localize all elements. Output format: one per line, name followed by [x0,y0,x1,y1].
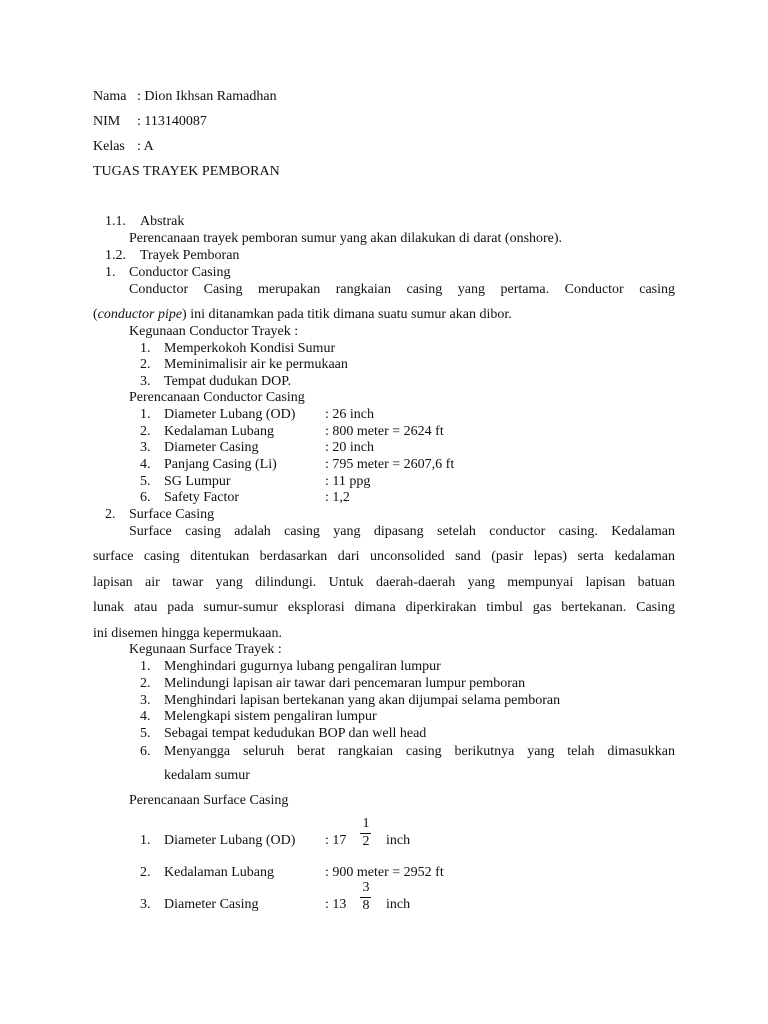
list-number: 1. [140,659,151,674]
surface-paragraph-line: Surface casing adalah casing yang dipasang setelah conductor casing. Kedalaman [129,524,675,539]
list-item: Memperkokoh Kondisi Sumur [164,341,336,356]
nim-value: : 113140087 [137,114,207,129]
nim-label: NIM [93,114,121,129]
surface-title: Surface Casing [129,507,215,522]
list-number: 5. [140,726,151,741]
abstrak-text: Perencanaan trayek pemboran sumur yang akan dilakukan di darat (onshore). [129,231,563,246]
kegunaan-surface-title: Kegunaan Surface Trayek : [129,642,282,657]
spec-value: : 17 [325,833,347,848]
nama-value: : Dion Ikhsan Ramadhan [137,89,277,104]
section-1-1-title: Abstrak [140,214,185,229]
list-item: Sebagai tempat kedudukan BOP dan well head [164,726,427,741]
list-number: 3. [140,897,151,912]
list-item: Melindungi lapisan air tawar dari pencemaran lumpur pemboran [164,676,526,691]
conductor-paragraph-line2: (conductor pipe) ini ditanamkan pada titik dimana suatu sumur akan dibor. [93,307,512,322]
list-number: 3. [140,693,151,708]
spec-value: : 26 inch [325,407,374,422]
perencanaan-conductor-title: Perencanaan Conductor Casing [129,390,305,405]
list-number: 6. [140,744,151,759]
list-number: 1. [140,407,151,422]
list-item: Menghindari gugurnya lubang pengaliran lumpur [164,659,441,674]
list-number: 2. [140,676,151,691]
spec-value: : 1,2 [325,490,350,505]
list-item: Melengkapi sistem pengaliran lumpur [164,709,377,724]
spec-value: : 800 meter = 2624 ft [325,424,444,439]
list-number: 3. [140,440,151,455]
kegunaan-conductor-title: Kegunaan Conductor Trayek : [129,324,299,339]
surface-paragraph-line: ini disemen hingga kepermukaan. [93,626,282,641]
list-number: 4. [140,709,151,724]
kelas-value: : A [137,139,154,154]
spec-unit: inch [386,897,411,912]
kelas-label: Kelas [93,139,125,154]
spec-label: Kedalaman Lubang [164,865,275,880]
list-number: 2. [140,357,151,372]
fraction-numerator: 1 [362,816,370,831]
conductor-number: 1. [105,265,116,280]
spec-label: Diameter Casing [164,897,259,912]
list-number: 1. [140,341,151,356]
spec-unit: inch [386,833,411,848]
spec-value: : 13 [325,897,347,912]
surface-paragraph-line: surface casing ditentukan berdasarkan dari unconsolided sand (pasir lepas) serta kedalaman [93,549,675,564]
fraction-denominator: 8 [362,898,370,913]
conductor-paragraph-line1: Conductor Casing merupakan rangkaian casing yang pertama. Conductor casing [129,282,675,297]
conductor-title: Conductor Casing [129,265,231,280]
document-title: TUGAS TRAYEK PEMBORAN [93,164,280,179]
spec-label: Panjang Casing (Li) [164,457,277,472]
list-number: 3. [140,374,151,389]
list-item: Menghindari lapisan bertekanan yang akan dijumpai selama pemboran [164,693,561,708]
surface-paragraph-line: lunak atau pada sumur-sumur eksplorasi dimana diperkirakan timbul gas bertekanan. Casing [93,600,675,615]
surface-number: 2. [105,507,116,522]
spec-value: : 795 meter = 2607,6 ft [325,457,455,472]
spec-label: Diameter Casing [164,440,259,455]
list-number: 2. [140,865,151,880]
list-item: Menyangga seluruh berat rangkaian casing berikutnya yang telah dimasukkan [164,744,675,759]
spec-value: : 20 inch [325,440,374,455]
spec-value: : 900 meter = 2952 ft [325,865,444,880]
fraction-numerator: 3 [362,880,370,895]
spec-label: SG Lumpur [164,474,231,489]
section-1-1-number: 1.1. [105,214,126,229]
list-number: 5. [140,474,151,489]
spec-label: Diameter Lubang (OD) [164,833,296,848]
list-number: 1. [140,833,151,848]
nama-label: Nama [93,89,127,104]
list-item: Tempat dudukan DOP. [164,374,291,389]
spec-label: Kedalaman Lubang [164,424,275,439]
fraction-denominator: 2 [362,834,370,849]
section-1-2-title: Trayek Pemboran [140,248,240,263]
spec-label: Diameter Lubang (OD) [164,407,296,422]
perencanaan-surface-title: Perencanaan Surface Casing [129,793,289,808]
list-item-continuation: kedalam sumur [164,768,250,783]
surface-paragraph-line: lapisan air tawar yang dilindungi. Untuk daerah-daerah yang mempunyai lapisan batuan [93,575,675,590]
list-number: 4. [140,457,151,472]
section-1-2-number: 1.2. [105,248,126,263]
list-number: 2. [140,424,151,439]
list-item: Meminimalisir air ke permukaan [164,357,348,372]
list-number: 6. [140,490,151,505]
spec-label: Safety Factor [164,490,240,505]
spec-value: : 11 ppg [325,474,371,489]
